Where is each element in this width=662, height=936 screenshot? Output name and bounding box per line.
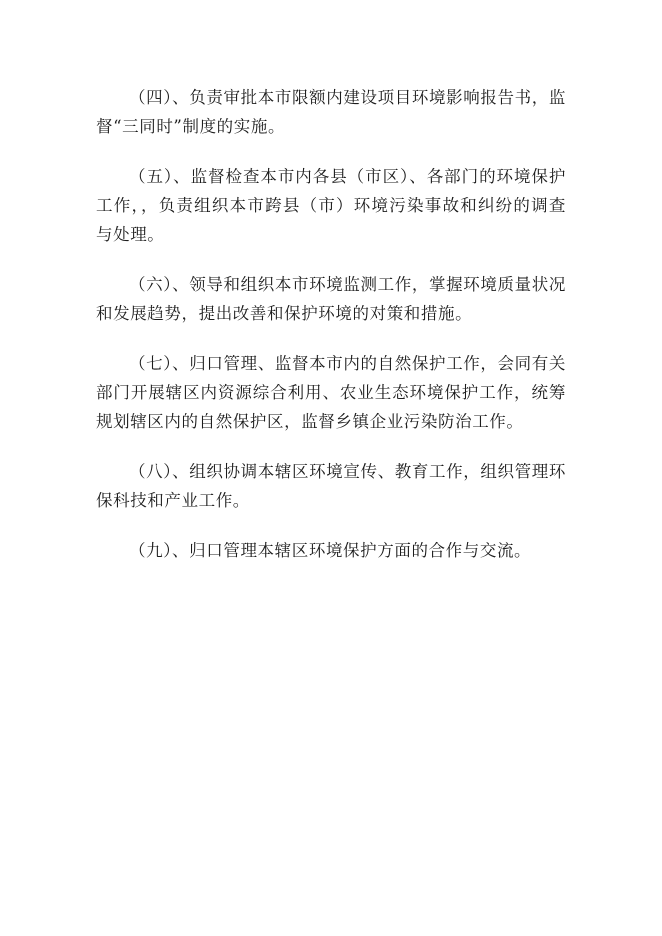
paragraph-item-5: （五）、监督检查本市内各县（市区）、各部门的环境保护工作，，负责组织本市跨县（市）环境污染事故和纠纷的调查与处理。 [96, 167, 566, 244]
paragraph-item-4: （四）、负责审批本市限额内建设项目环境影响报告书，监督“三同时”制度的实施。 [96, 88, 566, 136]
paragraph-item-8: （八）、组织协调本辖区环境宣传、教育工作，组织管理环保科技和产业工作。 [96, 462, 566, 510]
document-body [96, 83, 566, 586]
paragraph-item-7: （七）、归口管理、监督本市内的自然保护工作，会同有关部门开展辖区内资源综合利用、农业生态环境保护工作，统筹规划辖区内的自然保护区，监督乡镇企业污染防治工作。 [96, 354, 566, 431]
paragraph-item-9: （九）、归口管理本辖区环境保护方面的合作与交流。 [129, 541, 532, 560]
paragraph-item-6: （六）、领导和组织本市环境监测工作，掌握环境质量状况和发展趋势，提出改善和保护环境的对策和措施。 [96, 275, 566, 323]
